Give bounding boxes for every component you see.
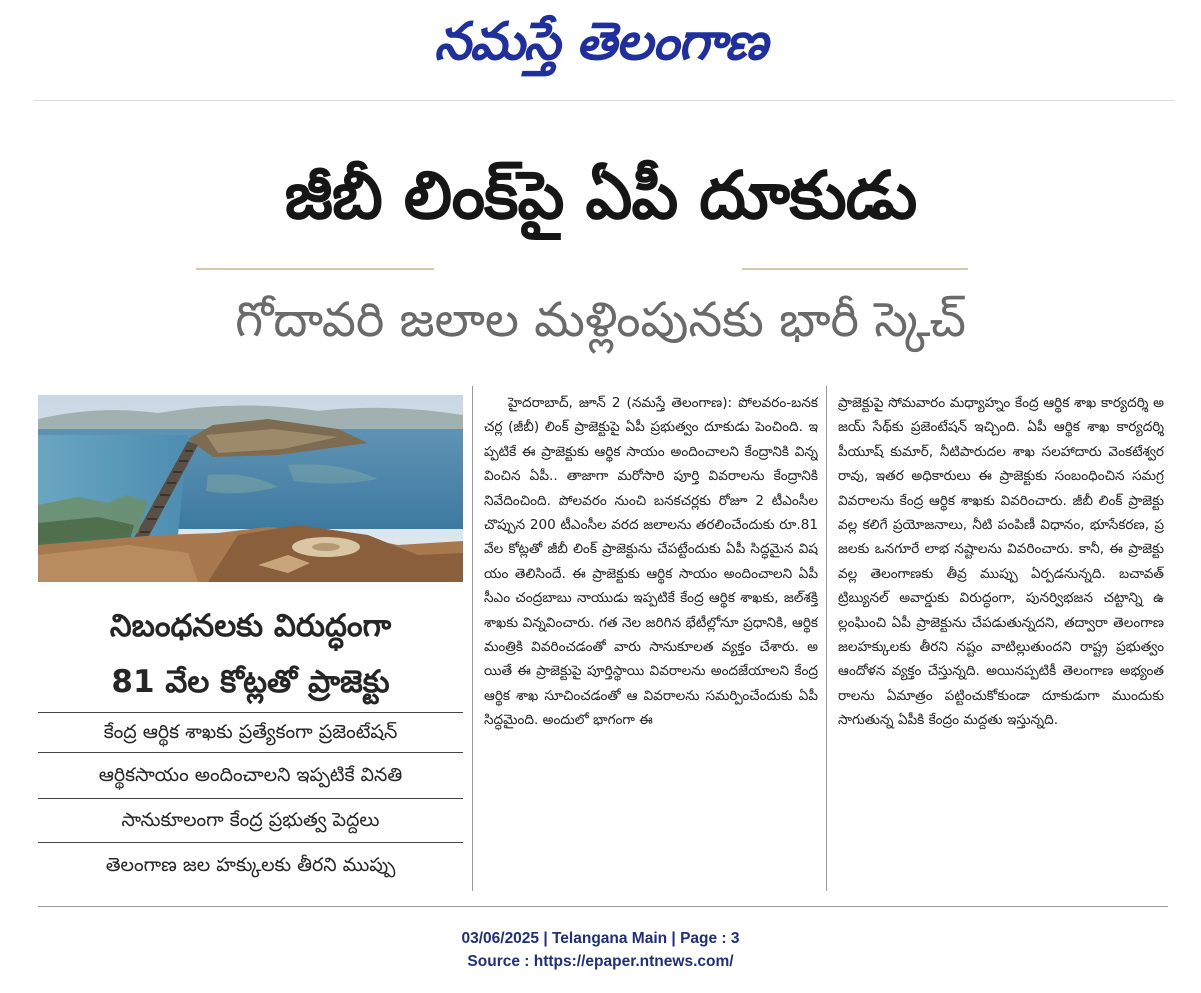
sidebar-point: కేంద్ర ఆర్థిక శాఖకు ప్రత్యేకంగా ప్రజెంటేషన్ <box>103 721 398 743</box>
dam-photo <box>38 395 463 582</box>
subheadline: గోదావరి జలాల మళ్లింపునకు భారీ స్కెచ్ <box>235 292 966 348</box>
sidebar-divider <box>38 752 463 753</box>
sidebar-point: సానుకూలంగా కేంద్ర ప్రభుత్వ పెద్దలు <box>121 809 380 831</box>
headline: జీబీ లింక్‌పై ఏపీ దూకుడు <box>284 157 917 234</box>
source-link[interactable]: Source : https://epaper.ntnews.com/ <box>467 953 734 970</box>
headline-rule-right <box>742 268 968 270</box>
masthead-logo: నమస్తే తెలంగాణ <box>434 11 767 72</box>
headline-rule-left <box>196 268 434 270</box>
column-divider <box>472 386 473 891</box>
sidebar-point: తెలంగాణ జల హక్కులకు తీరని ముప్పు <box>105 854 396 876</box>
footer-divider <box>38 906 1168 907</box>
sidebar-divider <box>38 712 463 713</box>
article-body-column-1: హైదరాబాద్, జూన్ 2 (నమస్తే తెలంగాణ): పోలవరం-బనకచర్ల (జీబీ) లింక్ ప్రాజెక్టుపై ఏపీ ప్రభుత్వం దూకుడు పెంచింది. ఇప్పటికే ఈ ప్రాజెక్టుకు ఆర్థిక సాయం అందించాలని కేంద్రానికి విన్నవించిన ఏపీ.. తాజాగా మరోసారి పూర్తి వివరాలను కేంద్రానికి నివేదించింది. పోలవరం నుంచి బనకచర్లకు రోజూ 2 టీఎంసీల చొప్పున 200 టీఎంసీల వరద జలాలను తరలించేందుకు రూ.81 వేల కోట్లతో జీబీ లింక్ ప్రాజెక్టును చేపట్టేందుకు ఏపీ సిద్ధమైన విషయం తెలిసిందే. ఈ ప్రాజెక్టుకు ఆర్థిక సాయం అందించాలని ఏపీ సీఎం చంద్రబాబు నాయుడు ఇప్పటికే కేంద్ర ఆర్థిక శాఖకు, జల్‌శక్తి శాఖకు విన్నవించారు. గత నెల జరిగిన భేటీల్లోనూ ప్రధానికి, ఆర్థిక మంత్రికి వివరించడంతో వారు సానుకూలత వ్యక్తం చేశారు. అయితే ఈ ప్రాజెక్టుపై పూర్తిస్థాయి వివరాలను అందజేయాలని కేంద్ర ఆర్థిక శాఖ సూచించడంతో ఆ వివరాలను సమర్పించేందుకు ఏపీ సిద్ధమైంది. అందులో భాగంగా ఈ <box>484 395 818 729</box>
sidebar-title-line-1: నిబంధనలకు విరుద్ధంగా <box>109 608 392 644</box>
sidebar-divider <box>38 798 463 799</box>
sidebar-title-line-2: 81 వేల కోట్లతో ప్రాజెక్టు <box>111 664 390 700</box>
masthead-divider <box>34 100 1174 101</box>
column-divider <box>826 386 827 891</box>
sidebar-divider <box>38 842 463 843</box>
sidebar-point: ఆర్థికసాయం అందించాలని ఇప్పటికే వినతి <box>98 764 403 786</box>
article-body-column-2: ప్రాజెక్టుపై సోమవారం మధ్యాహ్నం కేంద్ర ఆర్థిక శాఖ కార్యదర్శి అజయ్ సేథ్‌కు ప్రజెంటేషన్ ఇచ్చింది. ఏపీ ఆర్థిక శాఖ కార్యదర్శి పీయూష్ కుమార్, నీటిపారుదల శాఖ సలహాదారు వెంకటేశ్వరరావు, ఇతర అధికారులు ఈ ప్రాజెక్టుకు సంబంధించిన సమగ్ర వివరాలను కేంద్ర ఆర్థిక శాఖకు వివరించారు. జీబీ లింక్ ప్రాజెక్టు వల్ల కలిగే ప్రయోజనాలు, నీటి పంపిణీ విధానం, భూసేకరణ, ప్రజలకు ఒనగూరే లాభ నష్టాలను వివరించారు. కానీ, ఈ ప్రాజెక్టు వల్ల తెలంగాణకు తీవ్ర ముప్పు ఏర్పడనున్నది. బచావత్ ట్రిబ్యునల్ అవార్డుకు విరుద్ధంగా, పునర్విభజన చట్టాన్ని ఉల్లంఘించి ఏపీ ప్రాజెక్టును చేపడుతున్నదని, తద్వారా తెలంగాణ జలహక్కులకు తీరని నష్టం వాటిల్లుతుందని రాష్ట్ర ప్రభుత్వం ఆందోళన వ్యక్తం చేస్తున్నది. అయినప్పటికీ తెలంగాణ అభ్యంతరాలను ఏమాత్రం పట్టించుకోకుండా దూకుడుగా ముందుకు సాగుతున్న ఏపీకి కేంద్రం మద్దతు ఇస్తున్నది. <box>838 395 1164 729</box>
edition-info: 03/06/2025 | Telangana Main | Page : 3 <box>461 930 740 947</box>
